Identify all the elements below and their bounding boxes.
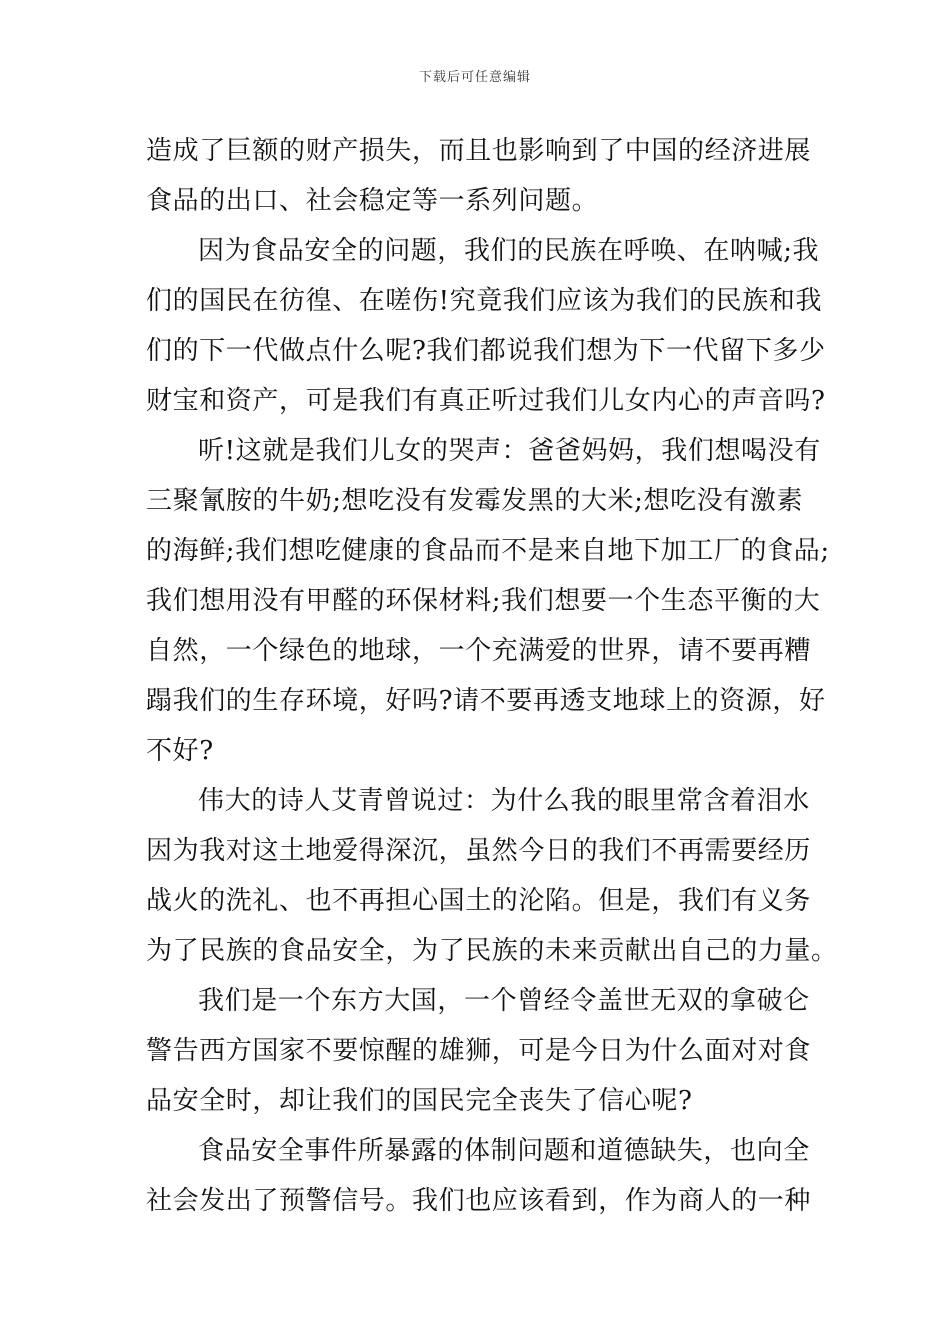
text-line: 战火的洗礼、也不再担心国土的沦陷。但是，我们有义务 xyxy=(146,886,812,916)
text-line: 警告西方国家不要惊醒的雄狮，可是今日为什么面对对食 xyxy=(146,1036,812,1066)
text-line: 自然，一个绿色的地球，一个充满爱的世界，请不要再糟 xyxy=(146,636,812,666)
paragraph-start-line: 食品安全事件所暴露的体制问题和道德缺失，也向全 xyxy=(198,1136,810,1166)
text-line: 蹋我们的生存环境，好吗?请不要再透支地球上的资源，好 xyxy=(146,686,826,716)
text-line: 食品的出口、社会稳定等一系列问题。 xyxy=(146,186,599,216)
text-line: 的海鲜;我们想吃健康的食品而不是来自地下加工厂的食品; xyxy=(146,536,830,566)
paragraph-start-line: 听!这就是我们儿女的哭声：爸爸妈妈，我们想喝没有 xyxy=(198,436,821,466)
document-body xyxy=(146,126,838,1226)
text-line: 品安全时，却让我们的国民完全丧失了信心呢? xyxy=(146,1086,693,1116)
text-line: 社会发出了预警信号。我们也应该看到，作为商人的一种 xyxy=(146,1186,812,1216)
text-line: 财宝和资产，可是我们有真正听过我们儿女内心的声音吗? xyxy=(146,386,826,416)
text-line: 为了民族的食品安全，为了民族的未来贡献出自己的力量。 xyxy=(146,936,838,966)
text-line: 们的下一代做点什么呢?我们都说我们想为下一代留下多少 xyxy=(146,336,826,366)
text-line: 不好? xyxy=(146,736,214,766)
paragraph-start-line: 我们是一个东方大国，一个曾经令盖世无双的拿破仑 xyxy=(198,986,810,1016)
text-line: 造成了巨额的财产损失，而且也影响到了中国的经济进展 xyxy=(146,136,812,166)
text-line: 我们想用没有甲醛的环保材料;我们想要一个生态平衡的大 xyxy=(146,586,821,616)
page-header: 下载后可任意编辑 xyxy=(418,70,531,85)
text-line: 三聚氰胺的牛奶;想吃没有发霉发黑的大米;想吃没有激素 xyxy=(146,486,804,516)
paragraph-start-line: 因为食品安全的问题，我们的民族在呼唤、在呐喊;我 xyxy=(198,236,820,266)
text-line: 因为我对这土地爱得深沉，虽然今日的我们不再需要经历 xyxy=(146,836,812,866)
text-line: 们的国民在彷徨、在嗟伤!究竟我们应该为我们的民族和我 xyxy=(146,286,823,316)
paragraph-start-line: 伟大的诗人艾青曾说过：为什么我的眼里常含着泪水 xyxy=(198,786,810,816)
